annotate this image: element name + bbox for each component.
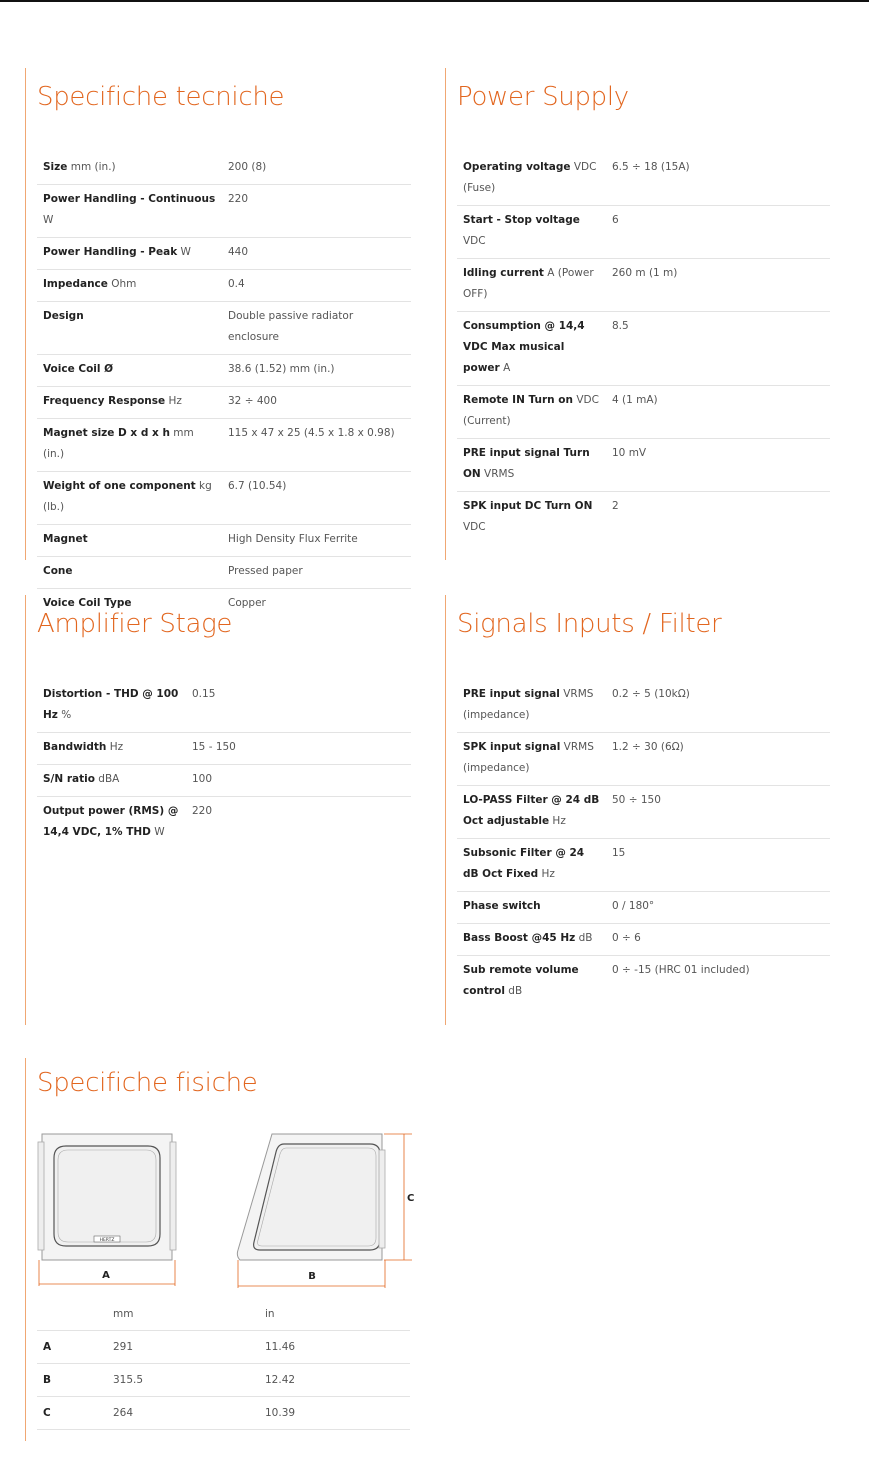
spec-unit: Hz [106, 741, 124, 753]
spec-label: Cone [43, 565, 73, 577]
spec-label: Magnet size D x d x h [43, 427, 170, 439]
spec-unit: dB [504, 985, 523, 997]
spec-unit: VDC (Current) [463, 394, 599, 427]
spec-unit: VRMS [480, 468, 515, 480]
spec-value: 0.2 ÷ 5 (10kΩ) [606, 680, 830, 733]
spec-label: Magnet [43, 533, 88, 545]
spec-label-cell [37, 472, 222, 525]
spec-value: High Density Flux Ferrite [222, 525, 411, 557]
spec-value: 6.5 ÷ 18 (15A) [606, 153, 830, 206]
spec-label: SPK input signal [463, 741, 561, 753]
spec-unit: VRMS (impedance) [463, 688, 594, 721]
spec-row [37, 765, 411, 797]
dimension-mm: 291 [107, 1331, 259, 1364]
spec-value: 38.6 (1.52) mm (in.) [222, 355, 411, 387]
spec-label-cell [37, 270, 222, 302]
spec-label-cell [37, 419, 222, 472]
spec-unit: VDC (Fuse) [463, 161, 597, 194]
spec-label-cell [457, 892, 606, 924]
amplifier-stage-title: Amplifier Stage [37, 609, 233, 639]
spec-row [37, 680, 411, 733]
spec-row [37, 355, 411, 387]
spec-label-cell [37, 765, 186, 797]
spec-label: Voice Coil Ø [43, 363, 114, 375]
tech-specs-title: Specifiche tecniche [37, 82, 285, 112]
dimension-a-marker: A [102, 1270, 110, 1281]
spec-row [37, 797, 411, 850]
spec-label-cell [37, 153, 222, 185]
spec-value: 115 x 47 x 25 (4.5 x 1.8 x 0.98) [222, 419, 411, 472]
dimension-row-a [37, 1331, 410, 1364]
spec-label-cell [457, 206, 606, 259]
spec-row [457, 680, 830, 733]
spec-label: S/N ratio [43, 773, 95, 785]
spec-row [457, 386, 830, 439]
spec-value: 8.5 [606, 312, 830, 386]
spec-label-cell [457, 259, 606, 312]
spec-row [37, 733, 411, 765]
spec-label-cell [457, 680, 606, 733]
dimension-label: B [37, 1364, 107, 1397]
spec-value: 0.15 [186, 680, 411, 733]
spec-label-cell [37, 302, 222, 355]
spec-label: Subsonic Filter @ 24 dB Oct Fixed [463, 847, 585, 880]
spec-row [457, 259, 830, 312]
spec-value: 15 [606, 839, 830, 892]
spec-label: Output power (RMS) @ 14,4 VDC, 1% THD [43, 805, 179, 838]
amplifier-stage-table [37, 680, 411, 849]
spec-row [37, 270, 411, 302]
spec-label-cell [457, 956, 606, 1009]
spec-label: Sub remote volume control [463, 964, 579, 997]
spec-label: LO-PASS Filter @ 24 dB Oct adjustable [463, 794, 600, 827]
brand-logo: HERTZ [99, 1238, 115, 1243]
spec-value: 2 [612, 500, 619, 512]
spec-row [457, 892, 830, 924]
tech-specs-panel [25, 68, 416, 609]
spec-unit: dB [575, 932, 593, 944]
spec-value: 0 / 180° [606, 892, 830, 924]
spec-label-cell [457, 153, 606, 206]
spec-label-cell [37, 238, 222, 270]
spec-unit: Ohm [107, 278, 137, 290]
spec-row [457, 312, 830, 386]
spec-unit: mm (in.) [43, 427, 194, 460]
spec-row [457, 786, 830, 839]
tech-specs-table [37, 153, 411, 620]
dimension-label: C [37, 1397, 107, 1430]
spec-label-cell [37, 557, 222, 589]
spec-value: 6.7 (10.54) [222, 472, 411, 525]
physical-specs-panel [25, 1058, 416, 1441]
spec-row [457, 206, 830, 259]
spec-label: Power Handling - Continuous [43, 193, 216, 205]
spec-row [457, 153, 830, 206]
spec-unit: A (Power OFF) [463, 267, 594, 300]
spec-row [457, 839, 830, 892]
dimension-in: 10.39 [259, 1397, 410, 1430]
spec-value: 0.4 [222, 270, 411, 302]
spec-label-cell [37, 733, 186, 765]
spec-value: 220 [222, 185, 411, 238]
side-view-drawing [234, 1130, 416, 1295]
spec-row [37, 238, 411, 270]
spec-unit: VDC [463, 235, 486, 247]
spec-label: Impedance [43, 278, 108, 290]
spec-label: Distortion - THD @ 100 Hz [43, 688, 179, 721]
dimensions-table [37, 1298, 410, 1430]
spec-unit: % [57, 709, 72, 721]
spec-label-cell [457, 439, 606, 492]
spec-row [37, 525, 411, 557]
spec-label: Weight of one component [43, 480, 196, 492]
dimension-in: 11.46 [259, 1331, 410, 1364]
spec-label-cell [37, 797, 186, 850]
spec-value: 0 ÷ 6 [606, 924, 830, 956]
dimension-b-marker: B [308, 1271, 316, 1282]
power-supply-table [457, 153, 830, 544]
spec-label: Idling current [463, 267, 544, 279]
signals-table [457, 680, 830, 1008]
spec-value: 440 [222, 238, 411, 270]
spec-label: Voice Coil Type [43, 597, 132, 609]
dimension-label: A [37, 1331, 107, 1364]
top-border [0, 0, 869, 2]
power-supply-panel [445, 68, 836, 560]
spec-row [37, 153, 411, 185]
spec-label: Power Handling - Peak [43, 246, 178, 258]
dimension-row-c [37, 1397, 410, 1430]
spec-value: 260 m (1 m) [606, 259, 830, 312]
spec-value: Double passive radiator enclosure [222, 302, 411, 355]
spec-label: Remote IN Turn on [463, 394, 573, 406]
dimensions-header-row [37, 1298, 410, 1331]
spec-label: PRE input signal Turn ON [463, 447, 590, 480]
spec-row [37, 472, 411, 525]
spec-value: 32 ÷ 400 [222, 387, 411, 419]
spec-value: 200 (8) [222, 153, 411, 185]
spec-label-cell [37, 680, 186, 733]
spec-value: 220 [192, 805, 213, 817]
spec-label-cell [37, 387, 222, 419]
spec-unit: Hz [165, 395, 182, 407]
in-header: in [259, 1298, 410, 1331]
spec-row [457, 492, 830, 545]
spec-unit: W [150, 826, 165, 838]
spec-value: Copper [228, 597, 266, 609]
dimension-mm: 264 [107, 1397, 259, 1430]
spec-label: Frequency Response [43, 395, 166, 407]
dimension-mm: 315.5 [107, 1364, 259, 1397]
spec-value: Pressed paper [222, 557, 411, 589]
spec-label: PRE input signal [463, 688, 560, 700]
spec-unit: mm (in.) [67, 161, 116, 173]
spec-unit: W [43, 214, 54, 226]
spec-label-cell [37, 185, 222, 238]
signals-title: Signals Inputs / Filter [457, 609, 722, 639]
spec-label-cell [457, 924, 606, 956]
spec-row [37, 302, 411, 355]
dimension-c-marker: C [407, 1193, 415, 1204]
spec-label-cell [457, 312, 606, 386]
spec-label-cell [457, 386, 606, 439]
spec-label: Start - Stop voltage [463, 214, 580, 226]
spec-label-cell [457, 492, 606, 545]
spec-unit: VDC [463, 521, 486, 533]
dimension-in: 12.42 [259, 1364, 410, 1397]
spec-label-cell [457, 839, 606, 892]
spec-label: Design [43, 310, 84, 322]
mm-header: mm [107, 1298, 259, 1331]
spec-label-cell [457, 786, 606, 839]
spec-unit: Hz [538, 868, 555, 880]
spec-label-cell [37, 355, 222, 387]
spec-row [37, 185, 411, 238]
spec-value: 10 mV [606, 439, 830, 492]
spec-row [457, 956, 830, 1009]
spec-label: SPK input DC Turn ON [463, 500, 593, 512]
amplifier-stage-panel [25, 595, 416, 1025]
power-supply-title: Power Supply [457, 82, 629, 112]
spec-unit: Hz [549, 815, 566, 827]
spec-value: 15 - 150 [186, 733, 411, 765]
spec-label: Bandwidth [43, 741, 107, 753]
spec-label: Size [43, 161, 68, 173]
spec-unit: VRMS (impedance) [463, 741, 594, 774]
spec-label-cell [457, 733, 606, 786]
spec-label: Bass Boost @45 Hz [463, 932, 576, 944]
spec-row [457, 439, 830, 492]
spec-unit: A [499, 362, 511, 374]
spec-value: 100 [186, 765, 411, 797]
spec-row [457, 733, 830, 786]
front-view-drawing [36, 1130, 196, 1290]
spec-value: 1.2 ÷ 30 (6Ω) [606, 733, 830, 786]
spec-row [37, 419, 411, 472]
spec-value: 6 [606, 206, 830, 259]
spec-value: 4 (1 mA) [606, 386, 830, 439]
spec-row [37, 387, 411, 419]
signals-panel [445, 595, 836, 1025]
dimension-row-b [37, 1364, 410, 1397]
spec-label: Operating voltage [463, 161, 571, 173]
spec-row [37, 557, 411, 589]
spec-unit: dBA [94, 773, 120, 785]
physical-specs-title: Specifiche fisiche [37, 1068, 258, 1098]
spec-unit: W [177, 246, 191, 258]
spec-label-cell [37, 525, 222, 557]
spec-row [457, 924, 830, 956]
spec-label: Phase switch [463, 900, 541, 912]
spec-unit: kg (lb.) [43, 480, 212, 513]
spec-value: 50 ÷ 150 [606, 786, 830, 839]
spec-value: 0 ÷ -15 (HRC 01 included) [612, 964, 750, 976]
spec-label: Consumption @ 14,4 VDC Max musical power [463, 320, 585, 374]
